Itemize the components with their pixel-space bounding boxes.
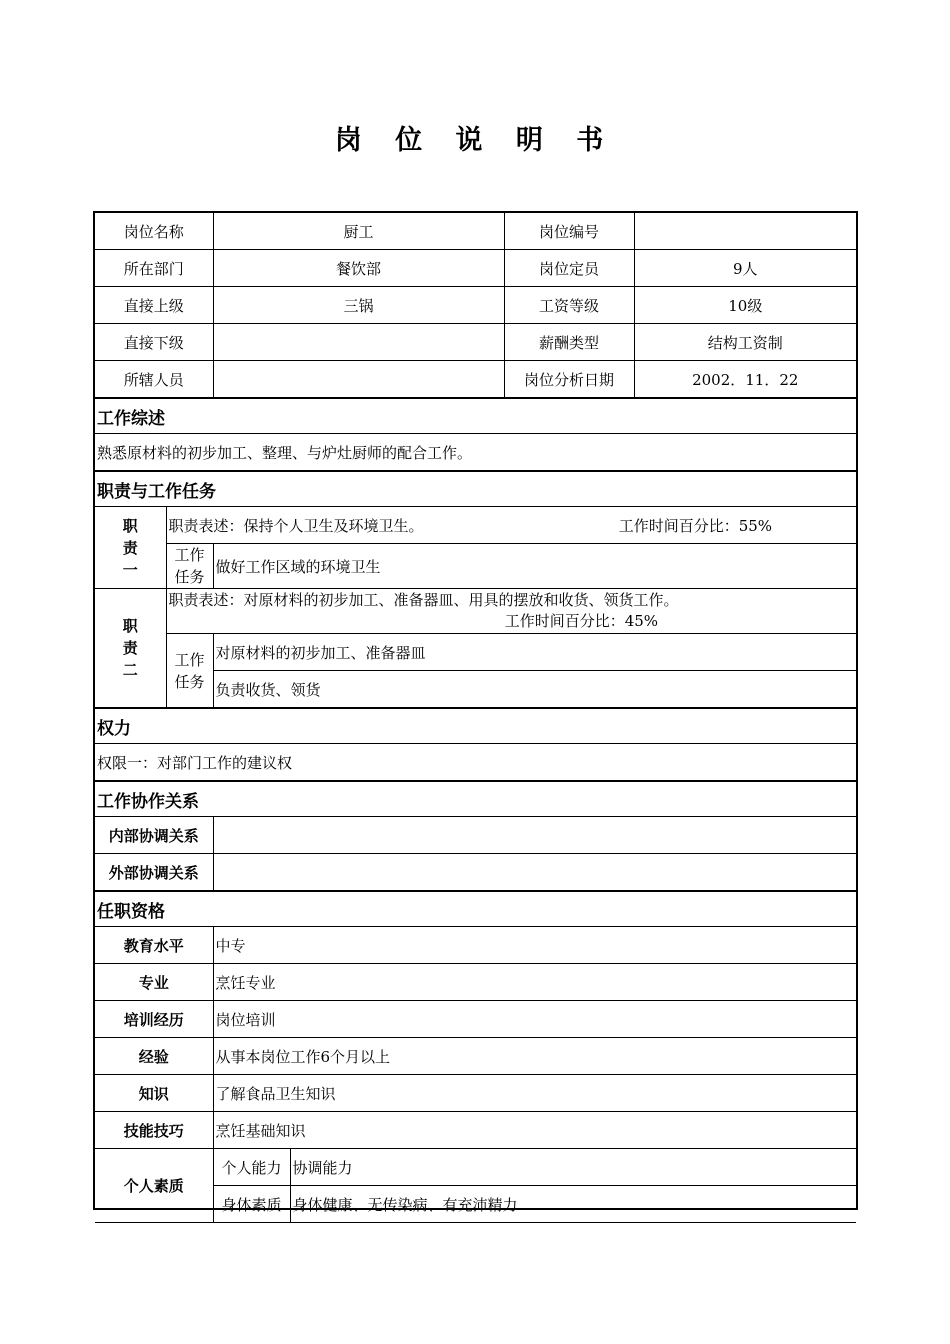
duty-2-task-1: 对原材料的初步加工、准备器皿 bbox=[213, 634, 856, 671]
duty-1-statement-row bbox=[95, 507, 856, 544]
label-personal-quality: 个人素质 bbox=[95, 1149, 213, 1223]
value-personal-ability: 协调能力 bbox=[290, 1149, 856, 1186]
label-external-relations: 外部协调关系 bbox=[95, 854, 213, 892]
label-staff: 所辖人员 bbox=[95, 361, 213, 399]
section-heading: 职责与工作任务 bbox=[95, 471, 856, 507]
value-training: 岗位培训 bbox=[213, 1001, 856, 1038]
duty-1-task-1: 做好工作区域的环境卫生 bbox=[213, 544, 856, 589]
row-education bbox=[95, 927, 856, 964]
row-department bbox=[95, 250, 856, 287]
duty-1-statement-text: 职责表述：保持个人卫生及环境卫生。 bbox=[168, 516, 424, 535]
label-internal-relations: 内部协调关系 bbox=[95, 817, 213, 854]
value-quota: 9人 bbox=[634, 250, 856, 287]
row-major bbox=[95, 964, 856, 1001]
label-pay-type: 薪酬类型 bbox=[504, 324, 634, 361]
label-experience: 经验 bbox=[95, 1038, 213, 1075]
label-major: 专业 bbox=[95, 964, 213, 1001]
row-personal-ability bbox=[95, 1149, 856, 1186]
duty-2-task-label: 工作 任务 bbox=[166, 634, 213, 709]
row-experience bbox=[95, 1038, 856, 1075]
label-grade: 工资等级 bbox=[504, 287, 634, 324]
value-superior: 三锅 bbox=[213, 287, 504, 324]
section-qualifications bbox=[95, 891, 856, 927]
duty-1-label: 职 责 一 bbox=[95, 507, 166, 589]
duty-2-label: 职 责 二 bbox=[95, 589, 166, 709]
row-training bbox=[95, 1001, 856, 1038]
section-summary bbox=[95, 398, 856, 434]
duty-2-statement-row bbox=[95, 589, 856, 634]
job-description-table bbox=[95, 213, 856, 1223]
value-position-name: 厨工 bbox=[213, 213, 504, 250]
duty-1-task-label: 工作 任务 bbox=[166, 544, 213, 589]
page-title: 岗 位 说 明 书 bbox=[334, 125, 616, 156]
row-position-name bbox=[95, 213, 856, 250]
value-pay-type: 结构工资制 bbox=[634, 324, 856, 361]
value-grade: 10级 bbox=[634, 287, 856, 324]
value-internal-relations bbox=[213, 817, 856, 854]
duty-1-time-percentage: 工作时间百分比：55% bbox=[618, 516, 773, 535]
label-education: 教育水平 bbox=[95, 927, 213, 964]
row-subordinate bbox=[95, 324, 856, 361]
section-relations bbox=[95, 781, 856, 817]
label-superior: 直接上级 bbox=[95, 287, 213, 324]
section-duties bbox=[95, 471, 856, 507]
section-heading: 工作协作关系 bbox=[95, 781, 856, 817]
section-heading: 权力 bbox=[95, 708, 856, 744]
label-subordinate: 直接下级 bbox=[95, 324, 213, 361]
summary-text: 熟悉原材料的初步加工、整理、与炉灶厨师的配合工作。 bbox=[95, 434, 856, 472]
row-summary-text bbox=[95, 434, 856, 472]
label-skills: 技能技巧 bbox=[95, 1112, 213, 1149]
label-personal-ability: 个人能力 bbox=[213, 1149, 290, 1186]
row-staff bbox=[95, 361, 856, 399]
row-knowledge bbox=[95, 1075, 856, 1112]
value-experience: 从事本岗位工作6个月以上 bbox=[213, 1038, 856, 1075]
value-knowledge: 了解食品卫生知识 bbox=[213, 1075, 856, 1112]
label-physical: 身体素质 bbox=[213, 1186, 290, 1223]
label-department: 所在部门 bbox=[95, 250, 213, 287]
value-position-code bbox=[634, 213, 856, 250]
authority-text: 权限一：对部门工作的建议权 bbox=[95, 744, 856, 782]
duty-2-time-percentage: 工作时间百分比：45% bbox=[504, 612, 659, 630]
value-education: 中专 bbox=[213, 927, 856, 964]
row-skills bbox=[95, 1112, 856, 1149]
value-analysis-date: 2002．11．22 bbox=[634, 361, 856, 399]
duty-2-task-2: 负责收货、领货 bbox=[213, 671, 856, 709]
duty-2-task-row-1 bbox=[95, 634, 856, 671]
section-authority bbox=[95, 708, 856, 744]
duty-1-task-row bbox=[95, 544, 856, 589]
value-subordinate bbox=[213, 324, 504, 361]
row-internal-relations bbox=[95, 817, 856, 854]
value-skills: 烹饪基础知识 bbox=[213, 1112, 856, 1149]
value-staff bbox=[213, 361, 504, 399]
value-physical: 身体健康、无传染病、有充沛精力 bbox=[290, 1186, 856, 1223]
label-knowledge: 知识 bbox=[95, 1075, 213, 1112]
value-major: 烹饪专业 bbox=[213, 964, 856, 1001]
label-analysis-date: 岗位分析日期 bbox=[504, 361, 634, 399]
value-external-relations bbox=[213, 854, 856, 892]
section-heading: 任职资格 bbox=[95, 891, 856, 927]
row-superior bbox=[95, 287, 856, 324]
section-heading: 工作综述 bbox=[95, 398, 856, 434]
duty-2-statement bbox=[166, 589, 856, 634]
label-position-code: 岗位编号 bbox=[504, 213, 634, 250]
row-authority-text bbox=[95, 744, 856, 782]
label-training: 培训经历 bbox=[95, 1001, 213, 1038]
job-description-form bbox=[93, 211, 858, 1214]
row-external-relations bbox=[95, 854, 856, 892]
value-department: 餐饮部 bbox=[213, 250, 504, 287]
label-position-name: 岗位名称 bbox=[95, 213, 213, 250]
label-quota: 岗位定员 bbox=[504, 250, 634, 287]
duty-2-statement-text: 职责表述：对原材料的初步加工、准备器皿、用具的摆放和收货、领货工作。 bbox=[168, 591, 679, 609]
duty-1-statement bbox=[166, 507, 856, 544]
